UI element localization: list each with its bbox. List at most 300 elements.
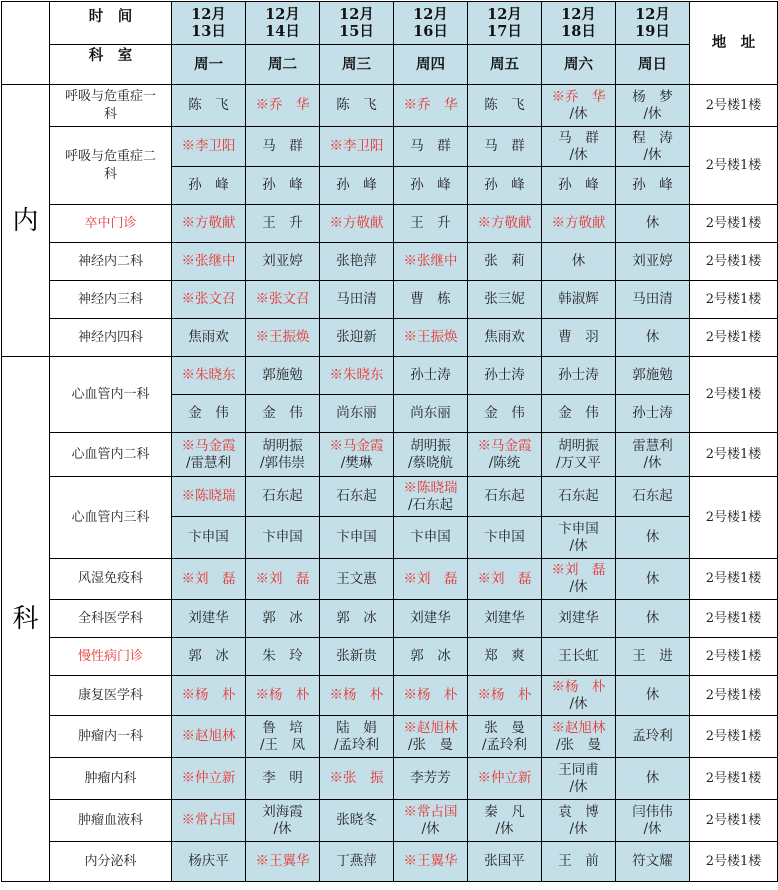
- doctor-name: /休: [643, 146, 662, 163]
- doctor-name: 郭 冰: [262, 610, 303, 626]
- date-cell: [468, 2, 542, 45]
- doctor-name: ※乔 华: [403, 97, 458, 113]
- doctor-name: /石东起: [407, 496, 454, 513]
- doctor-name: ※常占国: [181, 812, 236, 828]
- doctor-cell: [320, 758, 394, 800]
- doctor-cell: [468, 638, 542, 676]
- doctor-cell: [542, 243, 616, 281]
- doctor-name: 王同甫: [558, 761, 599, 778]
- doctor-cell: [616, 357, 690, 395]
- table-row: [2, 676, 778, 716]
- header-row-weekdays: [2, 45, 778, 85]
- doctor-cell: [468, 517, 542, 559]
- doctor-cell: [616, 559, 690, 600]
- doctor-name: 休: [645, 770, 660, 786]
- address-cell: 2号楼1楼: [690, 638, 778, 676]
- doctor-name: 王 升: [410, 215, 451, 231]
- doctor-cell: [394, 85, 468, 127]
- doctor-cell: [320, 205, 394, 243]
- doctor-cell: [172, 716, 246, 758]
- time-label: 时 间: [50, 2, 172, 45]
- doctor-name: /休: [495, 820, 514, 837]
- doctor-name: 尚东丽: [336, 405, 377, 421]
- doctor-cell: [320, 477, 394, 517]
- doctor-cell: [246, 85, 320, 127]
- doctor-name: 郭 冰: [410, 648, 451, 664]
- doctor-cell: [320, 433, 394, 477]
- doctor-name: 闫伟伟: [632, 803, 673, 820]
- doctor-cell: [394, 638, 468, 676]
- doctor-name: /张 曼: [407, 736, 454, 753]
- doctor-name: ※朱晓东: [329, 367, 384, 383]
- doctor-cell: [246, 127, 320, 167]
- doctor-cell: [542, 281, 616, 319]
- doctor-name: ※马金霞: [477, 437, 532, 454]
- doctor-cell: [616, 477, 690, 517]
- address-cell: 2号楼1楼: [690, 716, 778, 758]
- doctor-name: 张国平: [484, 853, 525, 869]
- doctor-name: ※李卫阳: [329, 138, 384, 154]
- address-cell: 2号楼1楼: [690, 758, 778, 800]
- doctor-name: 袁 博: [558, 803, 599, 820]
- doctor-name: 马 群: [484, 138, 525, 154]
- doctor-name: ※刘 磊: [255, 570, 310, 587]
- doctor-name: 胡明振: [410, 437, 451, 454]
- doctor-name: ※陈晓瑞: [403, 479, 458, 496]
- doctor-name: ※张文召: [181, 291, 236, 307]
- date-cell: [172, 2, 246, 45]
- doctor-name: 王 升: [262, 215, 303, 231]
- weekday-cell: 周一: [172, 45, 246, 85]
- doctor-cell: [468, 357, 542, 395]
- doctor-cell: [616, 758, 690, 800]
- doctor-cell: [246, 600, 320, 638]
- doctor-name: /休: [569, 105, 588, 122]
- doctor-cell: [394, 205, 468, 243]
- doctor-cell: [172, 433, 246, 477]
- doctor-cell: [320, 559, 394, 600]
- doctor-name: ※仲立新: [181, 770, 236, 786]
- doctor-name: ※马金霞: [181, 437, 236, 454]
- doctor-name: /休: [421, 820, 440, 837]
- doctor-cell: [394, 758, 468, 800]
- table-row: [2, 638, 778, 676]
- doctor-name: /孟玲利: [481, 736, 528, 753]
- doctor-cell: [320, 127, 394, 167]
- doctor-name: 金 伟: [484, 405, 525, 421]
- doctor-cell: [320, 395, 394, 433]
- doctor-name: 刘建华: [484, 610, 525, 626]
- date-month: 12月: [487, 6, 522, 23]
- date-cell: [394, 2, 468, 45]
- doctor-name: 秦 凡: [484, 803, 525, 820]
- table-row: [2, 281, 778, 319]
- doctor-cell: [394, 433, 468, 477]
- doctor-name: /休: [569, 146, 588, 163]
- doctor-name: 张 曼: [484, 719, 525, 736]
- address-cell: 2号楼1楼: [690, 357, 778, 433]
- department-name: 呼吸与危重症二科: [50, 127, 172, 205]
- doctor-cell: [320, 842, 394, 882]
- doctor-cell: [542, 800, 616, 842]
- doctor-cell: [616, 281, 690, 319]
- doctor-cell: [616, 600, 690, 638]
- department-name: 神经内三科: [50, 281, 172, 319]
- doctor-name: 石东起: [632, 488, 673, 504]
- doctor-cell: [542, 357, 616, 395]
- doctor-cell: [246, 758, 320, 800]
- doctor-cell: [542, 127, 616, 167]
- doctor-name: 孙士涛: [410, 367, 451, 383]
- table-row: [2, 559, 778, 600]
- doctor-cell: [468, 319, 542, 357]
- doctor-name: 孙 峰: [188, 177, 229, 193]
- doctor-cell: [468, 127, 542, 167]
- doctor-name: 刘建华: [188, 610, 229, 626]
- doctor-cell: [172, 395, 246, 433]
- doctor-name: 陈 飞: [336, 97, 377, 113]
- doctor-name: ※杨 朴: [255, 687, 310, 703]
- doctor-name: 陆 娟: [336, 719, 377, 736]
- table-row: [2, 127, 778, 167]
- doctor-cell: [468, 433, 542, 477]
- doctor-name: /休: [569, 579, 588, 595]
- doctor-cell: [172, 319, 246, 357]
- doctor-cell: [394, 842, 468, 882]
- doctor-name: 王长虹: [558, 648, 599, 664]
- department-name: 内分泌科: [50, 842, 172, 882]
- doctor-cell: [394, 800, 468, 842]
- doctor-cell: [394, 477, 468, 517]
- date-day: 17日: [487, 23, 522, 40]
- department-name: 肿瘤内科: [50, 758, 172, 800]
- department-name: 慢性病门诊: [50, 638, 172, 676]
- doctor-cell: [468, 281, 542, 319]
- doctor-name: ※杨 朴: [329, 687, 384, 703]
- doctor-cell: [246, 167, 320, 205]
- doctor-name: ※王振焕: [403, 329, 458, 345]
- doctor-name: ※刘 磊: [181, 570, 236, 587]
- doctor-name: ※张继中: [181, 253, 236, 269]
- doctor-name: 郭 冰: [336, 610, 377, 626]
- doctor-cell: [246, 243, 320, 281]
- doctor-name: ※张继中: [403, 253, 458, 269]
- doctor-cell: [542, 167, 616, 205]
- department-name: 肿瘤内一科: [50, 716, 172, 758]
- doctor-name: ※马金霞: [329, 437, 384, 454]
- doctor-cell: [172, 357, 246, 395]
- address-cell: 2号楼1楼: [690, 800, 778, 842]
- table-row: [2, 205, 778, 243]
- department-name: 心血管内三科: [50, 477, 172, 559]
- address-cell: 2号楼1楼: [690, 600, 778, 638]
- doctor-cell: [320, 85, 394, 127]
- doctor-name: 休: [645, 570, 660, 587]
- address-cell: 2号楼1楼: [690, 319, 778, 357]
- doctor-name: 金 伟: [188, 405, 229, 421]
- doctor-cell: [542, 205, 616, 243]
- doctor-name: 张迎新: [336, 329, 377, 345]
- doctor-cell: [468, 800, 542, 842]
- doctor-cell: [246, 319, 320, 357]
- address-cell: 2号楼1楼: [690, 127, 778, 205]
- date-cell: [616, 2, 690, 45]
- table-row: [2, 842, 778, 882]
- doctor-cell: [172, 281, 246, 319]
- doctor-cell: [172, 676, 246, 716]
- doctor-cell: [172, 842, 246, 882]
- doctor-cell: [172, 638, 246, 676]
- table-row: [2, 319, 778, 357]
- doctor-cell: [468, 167, 542, 205]
- doctor-name: ※赵旭林: [181, 728, 236, 744]
- side-label-top: 内: [2, 85, 50, 357]
- doctor-name: /休: [569, 695, 588, 712]
- doctor-cell: [246, 517, 320, 559]
- address-header: 地 址: [690, 2, 778, 85]
- doctor-name: ※仲立新: [477, 770, 532, 786]
- doctor-cell: [616, 517, 690, 559]
- doctor-cell: [394, 676, 468, 716]
- address-cell: 2号楼1楼: [690, 433, 778, 477]
- doctor-name: 金 伟: [558, 405, 599, 421]
- doctor-name: ※陈晓瑞: [181, 488, 236, 504]
- doctor-cell: [542, 842, 616, 882]
- doctor-name: 郭施勉: [262, 367, 303, 383]
- side-label-bottom: 科: [2, 357, 50, 882]
- doctor-cell: [542, 319, 616, 357]
- department-name: 心血管内一科: [50, 357, 172, 433]
- doctor-name: ※王翼华: [255, 853, 310, 869]
- header-row-dates: [2, 2, 778, 45]
- doctor-name: 孙 峰: [410, 177, 451, 193]
- doctor-cell: [246, 395, 320, 433]
- doctor-cell: [616, 167, 690, 205]
- doctor-name: ※乔 华: [551, 88, 606, 105]
- doctor-name: /王 凤: [259, 736, 306, 753]
- table-row: [2, 357, 778, 395]
- doctor-cell: [246, 357, 320, 395]
- doctor-name: 刘亚婷: [262, 253, 303, 269]
- doctor-name: 卞申国: [558, 520, 599, 537]
- doctor-name: 刘亚婷: [632, 253, 673, 269]
- doctor-name: 休: [645, 329, 660, 345]
- doctor-cell: [320, 319, 394, 357]
- doctor-cell: [394, 167, 468, 205]
- doctor-name: ※杨 朴: [181, 687, 236, 703]
- doctor-cell: [320, 600, 394, 638]
- doctor-cell: [542, 676, 616, 716]
- doctor-cell: [616, 243, 690, 281]
- doctor-name: 陈 飞: [484, 97, 525, 113]
- doctor-name: ※常占国: [403, 803, 458, 820]
- doctor-name: 杨 梦: [632, 88, 673, 105]
- address-cell: 2号楼1楼: [690, 243, 778, 281]
- doctor-name: 焦雨欢: [484, 329, 525, 345]
- date-day: 14日: [265, 23, 300, 40]
- doctor-name: 马田清: [632, 291, 673, 307]
- address-cell: 2号楼1楼: [690, 676, 778, 716]
- doctor-name: 王文惠: [336, 570, 377, 587]
- doctor-name: 雷慧利: [632, 437, 673, 454]
- doctor-cell: [616, 800, 690, 842]
- doctor-name: 休: [645, 215, 660, 231]
- doctor-name: 孙 峰: [632, 177, 673, 193]
- doctor-name: /万又平: [555, 454, 602, 471]
- doctor-name: 卞申国: [410, 529, 451, 545]
- department-name: 康复医学科: [50, 676, 172, 716]
- doctor-name: /休: [569, 537, 588, 554]
- department-name: 神经内四科: [50, 319, 172, 357]
- doctor-name: 孙士涛: [484, 367, 525, 383]
- doctor-name: ※刘 磊: [477, 570, 532, 587]
- address-cell: 2号楼1楼: [690, 205, 778, 243]
- doctor-name: 休: [645, 529, 660, 545]
- doctor-cell: [246, 477, 320, 517]
- doctor-name: 石东起: [558, 488, 599, 504]
- doctor-cell: [320, 281, 394, 319]
- doctor-cell: [320, 676, 394, 716]
- doctor-cell: [172, 800, 246, 842]
- table-row: [2, 716, 778, 758]
- date-day: 19日: [635, 23, 670, 40]
- doctor-name: 程 涛: [632, 129, 673, 146]
- doctor-cell: [616, 127, 690, 167]
- doctor-cell: [468, 676, 542, 716]
- doctor-name: 金 伟: [262, 405, 303, 421]
- doctor-name: 孙 峰: [484, 177, 525, 193]
- doctor-name: ※赵旭林: [551, 719, 606, 736]
- doctor-name: ※方敬献: [181, 215, 236, 231]
- doctor-cell: [320, 243, 394, 281]
- doctor-cell: [394, 243, 468, 281]
- doctor-name: 孙 峰: [262, 177, 303, 193]
- table-row: [2, 85, 778, 127]
- doctor-cell: [468, 477, 542, 517]
- doctor-name: ※杨 朴: [477, 687, 532, 703]
- weekday-cell: 周六: [542, 45, 616, 85]
- doctor-name: 卞申国: [262, 529, 303, 545]
- doctor-name: ※王翼华: [403, 853, 458, 869]
- doctor-name: 马 群: [262, 138, 303, 154]
- doctor-name: 马 群: [558, 129, 599, 146]
- table-row: [2, 243, 778, 281]
- doctor-cell: [468, 842, 542, 882]
- date-day: 18日: [561, 23, 596, 40]
- doctor-cell: [246, 205, 320, 243]
- doctor-name: 胡明振: [262, 437, 303, 454]
- doctor-cell: [246, 716, 320, 758]
- doctor-cell: [394, 559, 468, 600]
- doctor-cell: [616, 676, 690, 716]
- doctor-cell: [616, 716, 690, 758]
- doctor-cell: [320, 716, 394, 758]
- doctor-name: 王 前: [558, 853, 599, 869]
- doctor-cell: [172, 600, 246, 638]
- doctor-cell: [394, 517, 468, 559]
- doctor-cell: [172, 243, 246, 281]
- doctor-name: ※杨 朴: [551, 678, 606, 695]
- date-month: 12月: [265, 6, 300, 23]
- doctor-cell: [246, 676, 320, 716]
- doctor-cell: [246, 559, 320, 600]
- doctor-cell: [468, 559, 542, 600]
- table-row: [2, 600, 778, 638]
- department-name: 心血管内二科: [50, 433, 172, 477]
- doctor-name: 张晓冬: [336, 812, 377, 828]
- doctor-name: 郭 冰: [188, 648, 229, 664]
- doctor-cell: [542, 395, 616, 433]
- address-cell: 2号楼1楼: [690, 842, 778, 882]
- address-cell: 2号楼1楼: [690, 281, 778, 319]
- doctor-cell: [172, 477, 246, 517]
- date-cell: [542, 2, 616, 45]
- date-month: 12月: [561, 6, 596, 23]
- date-cell: [320, 2, 394, 45]
- doctor-name: /樊琳: [340, 454, 373, 471]
- date-day: 16日: [413, 23, 448, 40]
- doctor-cell: [468, 85, 542, 127]
- department-name: 肿瘤血液科: [50, 800, 172, 842]
- doctor-name: 李芳芳: [410, 770, 451, 786]
- date-day: 15日: [339, 23, 374, 40]
- doctor-name: /休: [569, 778, 588, 795]
- doctor-cell: [246, 800, 320, 842]
- doctor-name: /陈统: [488, 454, 521, 471]
- department-name: 呼吸与危重症一科: [50, 85, 172, 127]
- doctor-cell: [542, 716, 616, 758]
- doctor-name: 马 群: [410, 138, 451, 154]
- doctor-name: 胡明振: [558, 437, 599, 454]
- doctor-cell: [394, 716, 468, 758]
- doctor-name: 鲁 培: [262, 719, 303, 736]
- doctor-cell: [542, 638, 616, 676]
- doctor-cell: [320, 167, 394, 205]
- doctor-name: 孙 峰: [558, 177, 599, 193]
- doctor-cell: [172, 517, 246, 559]
- doctor-name: 张 莉: [484, 253, 525, 269]
- doctor-name: 李 明: [262, 770, 303, 786]
- address-cell: 2号楼1楼: [690, 477, 778, 559]
- weekday-cell: 周四: [394, 45, 468, 85]
- table-row: [2, 433, 778, 477]
- doctor-cell: [394, 281, 468, 319]
- doctor-cell: [246, 281, 320, 319]
- doctor-name: 刘海霞: [262, 803, 303, 820]
- weekday-cell: 周日: [616, 45, 690, 85]
- doctor-cell: [172, 758, 246, 800]
- doctor-name: /休: [643, 820, 662, 837]
- doctor-name: ※刘 磊: [403, 570, 458, 587]
- department-name: 卒中门诊: [50, 205, 172, 243]
- doctor-cell: [542, 85, 616, 127]
- doctor-cell: [246, 842, 320, 882]
- doctor-name: 卞申国: [336, 529, 377, 545]
- weekday-cell: 周三: [320, 45, 394, 85]
- schedule-table: [1, 1, 778, 882]
- doctor-name: ※杨 朴: [403, 687, 458, 703]
- doctor-name: ※张文召: [255, 291, 310, 307]
- doctor-name: 休: [645, 687, 660, 703]
- doctor-cell: [394, 600, 468, 638]
- doctor-cell: [394, 127, 468, 167]
- date-month: 12月: [191, 6, 226, 23]
- doctor-name: ※方敬献: [551, 215, 606, 231]
- doctor-cell: [468, 600, 542, 638]
- doctor-cell: [616, 433, 690, 477]
- doctor-cell: [394, 319, 468, 357]
- table-row: [2, 800, 778, 842]
